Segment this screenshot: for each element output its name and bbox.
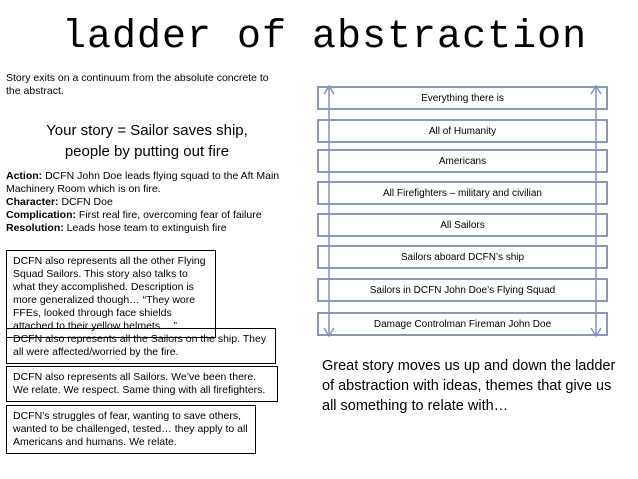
action-text: DCFN John Doe leads flying squad to the Aft Main Machinery Room which is on fire. <box>6 170 280 195</box>
ship-sailors-box: DCFN also represents all the Sailors on the ship. They all were affected/worried by the fire. <box>6 328 276 364</box>
page-title: ladder of abstraction <box>62 15 588 60</box>
intro-text: Story exits on a continuum from the absolute concrete to the abstract. <box>6 72 269 97</box>
all-sailors-box: DCFN also represents all Sailors. We’ve been there. We relate. We respect. Same thing with all firefighters. <box>6 366 278 402</box>
humanity-box: DCFN’s struggles of fear, wanting to save others, wanted to be challenged, tested… they apply to all Americans and humans. We relate. <box>6 405 256 454</box>
character-label: Character: <box>6 196 59 208</box>
ladder-rung: Everything there is <box>317 86 608 110</box>
ladder-rung: All of Humanity <box>317 119 608 143</box>
ladder-rung: All Sailors <box>317 213 608 237</box>
ladder-rung: Americans <box>317 149 608 173</box>
resolution-text: Leads hose team to extinguish fire <box>63 222 227 234</box>
story-summary: Your story = Sailor saves ship, people by putting out fire <box>46 122 248 160</box>
complication-text: First real fire, overcoming fear of failure <box>76 209 262 221</box>
ladder-rung: All Firefighters – military and civilian <box>317 181 608 205</box>
ladder-rung: Damage Controlman Fireman John Doe <box>317 312 608 336</box>
character-text: DCFN Doe <box>58 196 113 208</box>
ladder-rung: Sailors aboard DCFN’s ship <box>317 245 608 269</box>
conclusion-text: Great story moves us up and down the ladder of abstraction with ideas, themes that give us all something to relate with… <box>322 358 616 414</box>
flying-squad-box: DCFN also represents all the other Flying Squad Sailors. This story also talks to what they accomplished. Description is more generalized though… “They wore FFEs, looked through face shields attached to their yellow helmets….” <box>6 250 216 338</box>
resolution-label: Resolution: <box>6 222 64 234</box>
complication-label: Complication: <box>6 209 76 221</box>
ladder-rung: Sailors in DCFN John Doe’s Flying Squad <box>317 278 608 302</box>
action-label: Action: <box>6 170 43 182</box>
